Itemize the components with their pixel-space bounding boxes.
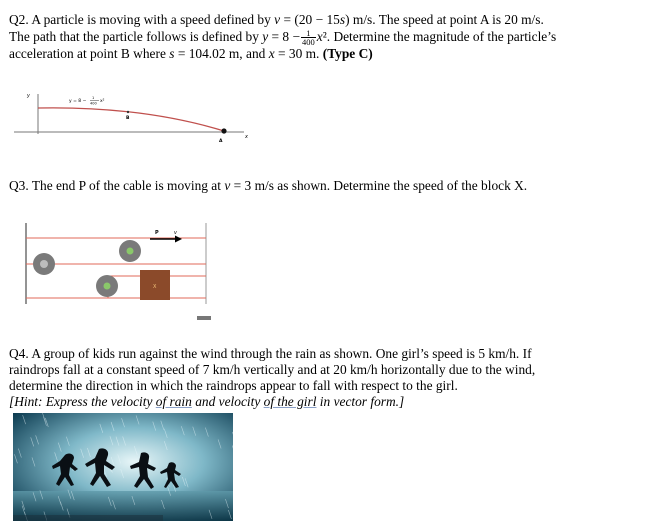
q2-type-label: (Type C) (322, 46, 373, 62)
q3-text: = 3 m/s as shown. Determine the speed of the block X. (230, 178, 528, 193)
q2-line-1 (9, 12, 556, 28)
q2-text: ) m/s. The speed at point A is 20 m/s. (345, 12, 544, 27)
q2-text: = 30 m. (274, 46, 323, 62)
pulley-left-hub (40, 260, 48, 268)
ground-marker (197, 316, 211, 320)
q2-text: = (20 − 15 (280, 12, 340, 27)
pulley-top-hub (127, 248, 134, 255)
q4-line-1: Q4. A group of kids run against the wind through the rain as shown. One girl’s speed is 5 km/h. If (9, 346, 532, 361)
q2-var: y (262, 29, 269, 44)
q2-var: s (169, 46, 175, 62)
q3-var: v (224, 178, 231, 193)
q4-hint (9, 394, 535, 410)
point-a-marker (221, 128, 226, 133)
question-4 (9, 346, 535, 410)
q4-line-2: raindrops fall at a constant speed of 7 km/h vertically and at 20 km/h horizontally due to the wind, (9, 362, 536, 377)
point-b-marker (127, 111, 129, 113)
question-2 (9, 12, 556, 62)
pulley-bottom-hub (104, 283, 111, 290)
q3-text: Q3. The end P of the cable is moving at (9, 178, 225, 193)
particle-path-curve (38, 108, 224, 131)
path-equation-den: 400 (90, 101, 97, 106)
q2-text: ². Determine the magnitude of the particle’s (322, 29, 557, 44)
x-axis-label: x (245, 134, 248, 140)
velocity-arrowhead (175, 236, 182, 243)
q2-var: s (339, 12, 346, 27)
q2-text: acceleration at point B where (9, 46, 170, 62)
hint-text: of the girl (263, 394, 317, 409)
q2-text: = 104.02 m, and (174, 46, 269, 62)
hint-text: of rain (155, 394, 192, 409)
fraction-numerator: 1 (301, 29, 316, 38)
q2-line-3 (9, 46, 556, 62)
q2-var: v (274, 12, 281, 27)
cable-end-p-label: P (155, 230, 159, 236)
q3-pulley-diagram (20, 218, 220, 328)
path-equation-num: 1 (92, 96, 95, 100)
q2-fraction (301, 29, 316, 46)
q2-text: Q2. A particle is moving with a speed defined by (9, 12, 275, 27)
velocity-label: v (174, 230, 177, 236)
question-3 (9, 178, 527, 194)
q4-line-3: determine the direction in which the raindrops appear to fall with respect to the girl. (9, 378, 458, 393)
q2-path-diagram (12, 86, 262, 152)
point-b-label: B (126, 116, 130, 121)
scene-caption-strip (13, 515, 163, 521)
q2-var: x (268, 46, 275, 62)
q3-line-1 (9, 178, 527, 194)
q2-var: x (316, 29, 323, 44)
q2-line-2 (9, 29, 556, 46)
hint-text: in vector form.] (316, 394, 405, 409)
block-x-label: X (153, 284, 157, 290)
y-axis-label: y (27, 93, 30, 99)
q2-text: = 8 − (268, 29, 301, 44)
hint-text: and velocity (191, 394, 264, 409)
hint-text: [Hint: Express the velocity (9, 394, 156, 409)
kids-running-in-rain-image (13, 413, 233, 521)
fraction-denominator: 400 (302, 37, 315, 48)
path-equation-left: y = 8 − (69, 99, 87, 104)
path-equation-right: x² (100, 99, 105, 104)
point-a-label: A (219, 139, 223, 144)
q2-text: The path that the particle follows is defined by (9, 29, 263, 44)
